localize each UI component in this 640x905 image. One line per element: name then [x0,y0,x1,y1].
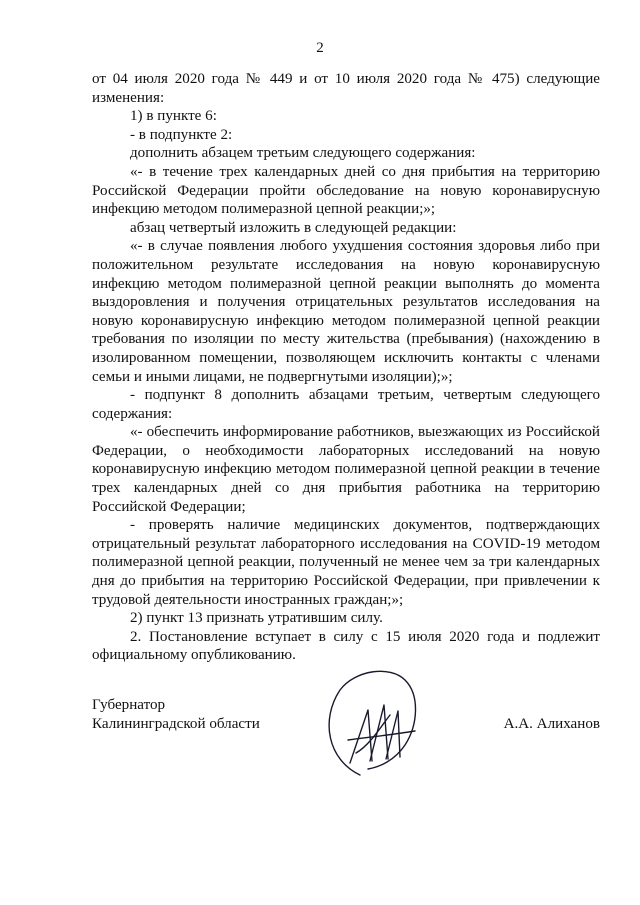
paragraph-quote-inform: «- обеспечить информирование работников, выезжающих из Российской Федерации, о необходимости лабораторных исследований на новую коронавирусную инфекцию методом полимеразной цепной реакции в течение трех календарных дней со дня прибытия работника на территорию Российской Федерации; [92,424,600,515]
paragraph-add-third: дополнить абзацем третьим следующего содержания: [130,145,476,162]
handwritten-signature [320,665,430,780]
paragraph-item-1: 1) в пункте 6: [130,108,217,125]
paragraph-fourth-heading: абзац четвертый изложить в следующей редакции: [130,219,457,236]
paragraph-subitem-2: - в подпункте 2: [130,126,233,143]
paragraph-subitem-8: - подпункт 8 дополнить абзацами третьим, четвертым следующего содержания: [92,387,600,422]
signature-block [92,685,600,785]
paragraph-quote-testing: «- в течение трех календарных дней со дня прибытия на территорию Российской Федерации пройти обследование на новую коронавирусную инфекцию методом полимеразной цепной реакции;»; [92,163,600,218]
signatory-title-line1: Губернатор [92,697,166,713]
page-number: 2 [316,40,324,56]
signatory-title [92,696,260,733]
paragraph-item-13: 2) пункт 13 признать утратившим силу. [130,610,383,627]
paragraph-effective-date: 2. Постановление вступает в силу с 15 июля 2020 года и подлежит официальному опубликованию. [92,628,600,664]
document-body [92,70,600,665]
paragraph-quote-isolation: «- в случае появления любого ухудшения состояния здоровья либо при положительном результате исследования на новую коронавирусную инфекцию методом полимеразной цепной реакции выполнять до момента выздоровления и получения отрицательных результатов исследования на новую коронавирусную инфекцию методом полимеразной цепной реакции требования по изоляции по месту жительства (пребывания) (нахождению в изолированном помещении, позволяющем исключить контакты с членами семьи и иными лицами, не подвергнутыми изоляции);»; [92,238,600,385]
signatory-name: А.А. Алиханов [503,716,600,732]
signatory-title-line2: Калининградской области [92,715,260,732]
paragraph-intro: от 04 июля 2020 года № 449 и от 10 июля 2020 года № 475) следующие изменения: [92,71,600,106]
paragraph-check-documents: - проверять наличие медицинских документов, подтверждающих отрицательный результат лабораторного исследования на COVID-19 методом полимеразной цепной реакции, полученный не менее чем за три календарных дня до прибытия на территорию Российской Федерации, при привлечении к трудовой деятельности иностранных граждан;»; [92,517,600,608]
